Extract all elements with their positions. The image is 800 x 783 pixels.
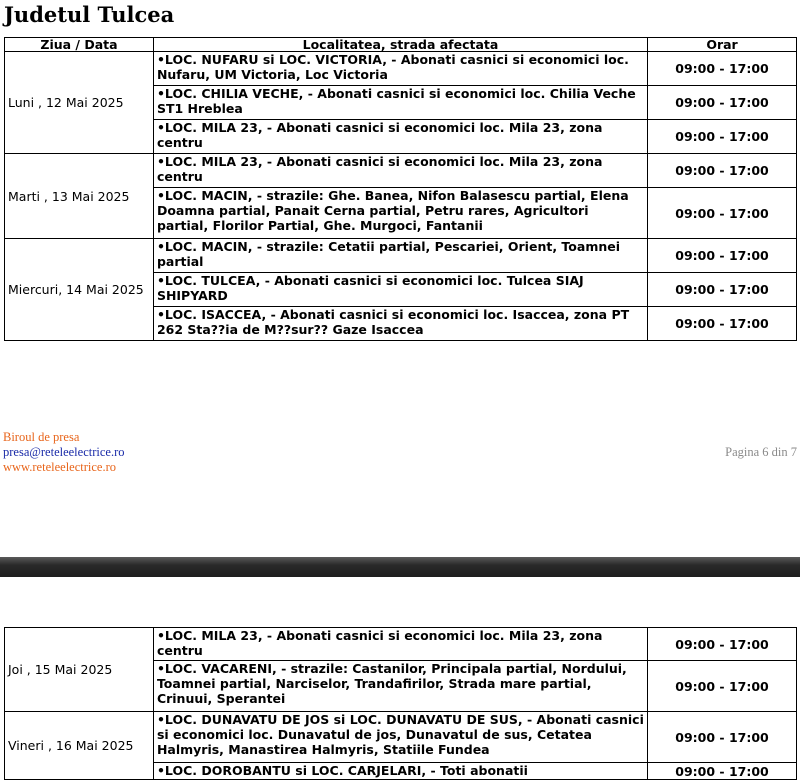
time-cell: 09:00 - 17:00 (648, 661, 797, 712)
day-cell: Miercuri, 14 Mai 2025 (5, 239, 154, 341)
table-row (5, 52, 797, 86)
time-cell: 09:00 - 17:00 (648, 120, 797, 154)
time-cell: 09:00 - 17:00 (648, 154, 797, 188)
location-cell: •LOC. TULCEA, - Abonati casnici si economici loc. Tulcea SIAJ SHIPYARD (153, 273, 647, 307)
location-cell: •LOC. MACIN, - strazile: Cetatii partial, Pescariei, Orient, Toamnei partial (153, 239, 647, 273)
header-location: Localitatea, strada afectata (153, 38, 647, 52)
time-cell: 09:00 - 17:00 (648, 628, 797, 661)
location-cell: •LOC. DUNAVATU DE JOS si LOC. DUNAVATU DE SUS, - Abonati casnici si economici loc. Dunavatul de jos, Dunavatul de sus, Cetatea Halmyris, Manastirea Halmyris, Statiile Fundea (153, 712, 647, 763)
time-cell: 09:00 - 17:00 (648, 52, 797, 86)
time-cell: 09:00 - 17:00 (648, 86, 797, 120)
header-day: Ziua / Data (5, 38, 154, 52)
page-title: Judetul Tulcea (4, 2, 175, 27)
outage-schedule-table-continued (4, 627, 797, 780)
table-row (5, 628, 797, 661)
location-cell: •LOC. NUFARU si LOC. VICTORIA, - Abonati casnici si economici loc. Nufaru, UM Victoria, Loc Victoria (153, 52, 647, 86)
press-office-label: Biroul de presa (3, 430, 80, 444)
time-cell: 09:00 - 17:00 (648, 239, 797, 273)
location-cell: •LOC. VACARENI, - strazile: Castanilor, Principala partial, Nordului, Toamnei partial, Narciselor, Trandafirilor, Strada mare partial, Crinuui, Sperantei (153, 661, 647, 712)
location-cell: •LOC. DOROBANTU si LOC. CARJELARI, - Toti abonatii (153, 763, 647, 780)
location-cell: •LOC. MILA 23, - Abonati casnici si economici loc. Mila 23, zona centru (153, 120, 647, 154)
time-cell: 09:00 - 17:00 (648, 273, 797, 307)
table-row (5, 239, 797, 273)
table-row (5, 154, 797, 188)
page-footer-contact (3, 430, 125, 475)
time-cell: 09:00 - 17:00 (648, 307, 797, 341)
table-row (5, 712, 797, 763)
header-time: Orar (648, 38, 797, 52)
location-cell: •LOC. MILA 23, - Abonati casnici si economici loc. Mila 23, zona centru (153, 628, 647, 661)
email-link[interactable]: presa@reteleelectrice.ro (3, 445, 125, 459)
table-header-row (5, 38, 797, 52)
page-separator (0, 557, 800, 577)
location-cell: •LOC. CHILIA VECHE, - Abonati casnici si economici loc. Chilia Veche ST1 Hreblea (153, 86, 647, 120)
time-cell: 09:00 - 17:00 (648, 188, 797, 239)
outage-schedule-table (4, 37, 797, 341)
day-cell: Marti , 13 Mai 2025 (5, 154, 154, 239)
location-cell: •LOC. MILA 23, - Abonati casnici si economici loc. Mila 23, zona centru (153, 154, 647, 188)
day-cell: Vineri , 16 Mai 2025 (5, 712, 154, 780)
time-cell: 09:00 - 17:00 (648, 712, 797, 763)
website-link[interactable]: www.reteleelectrice.ro (3, 460, 117, 474)
location-cell: •LOC. MACIN, - strazile: Ghe. Banea, Nifon Balasescu partial, Elena Doamna partial, Panait Cerna partial, Petru rares, Agricultori partial, Florilor Partial, Ghe. Murgoci, Fantanii (153, 188, 647, 239)
day-cell: Luni , 12 Mai 2025 (5, 52, 154, 154)
location-cell: •LOC. ISACCEA, - Abonati casnici si economici loc. Isaccea, zona PT 262 Sta??ia de M??sur?? Gaze Isaccea (153, 307, 647, 341)
time-cell: 09:00 - 17:00 (648, 763, 797, 780)
page-number: Pagina 6 din 7 (725, 445, 797, 459)
day-cell: Joi , 15 Mai 2025 (5, 628, 154, 712)
